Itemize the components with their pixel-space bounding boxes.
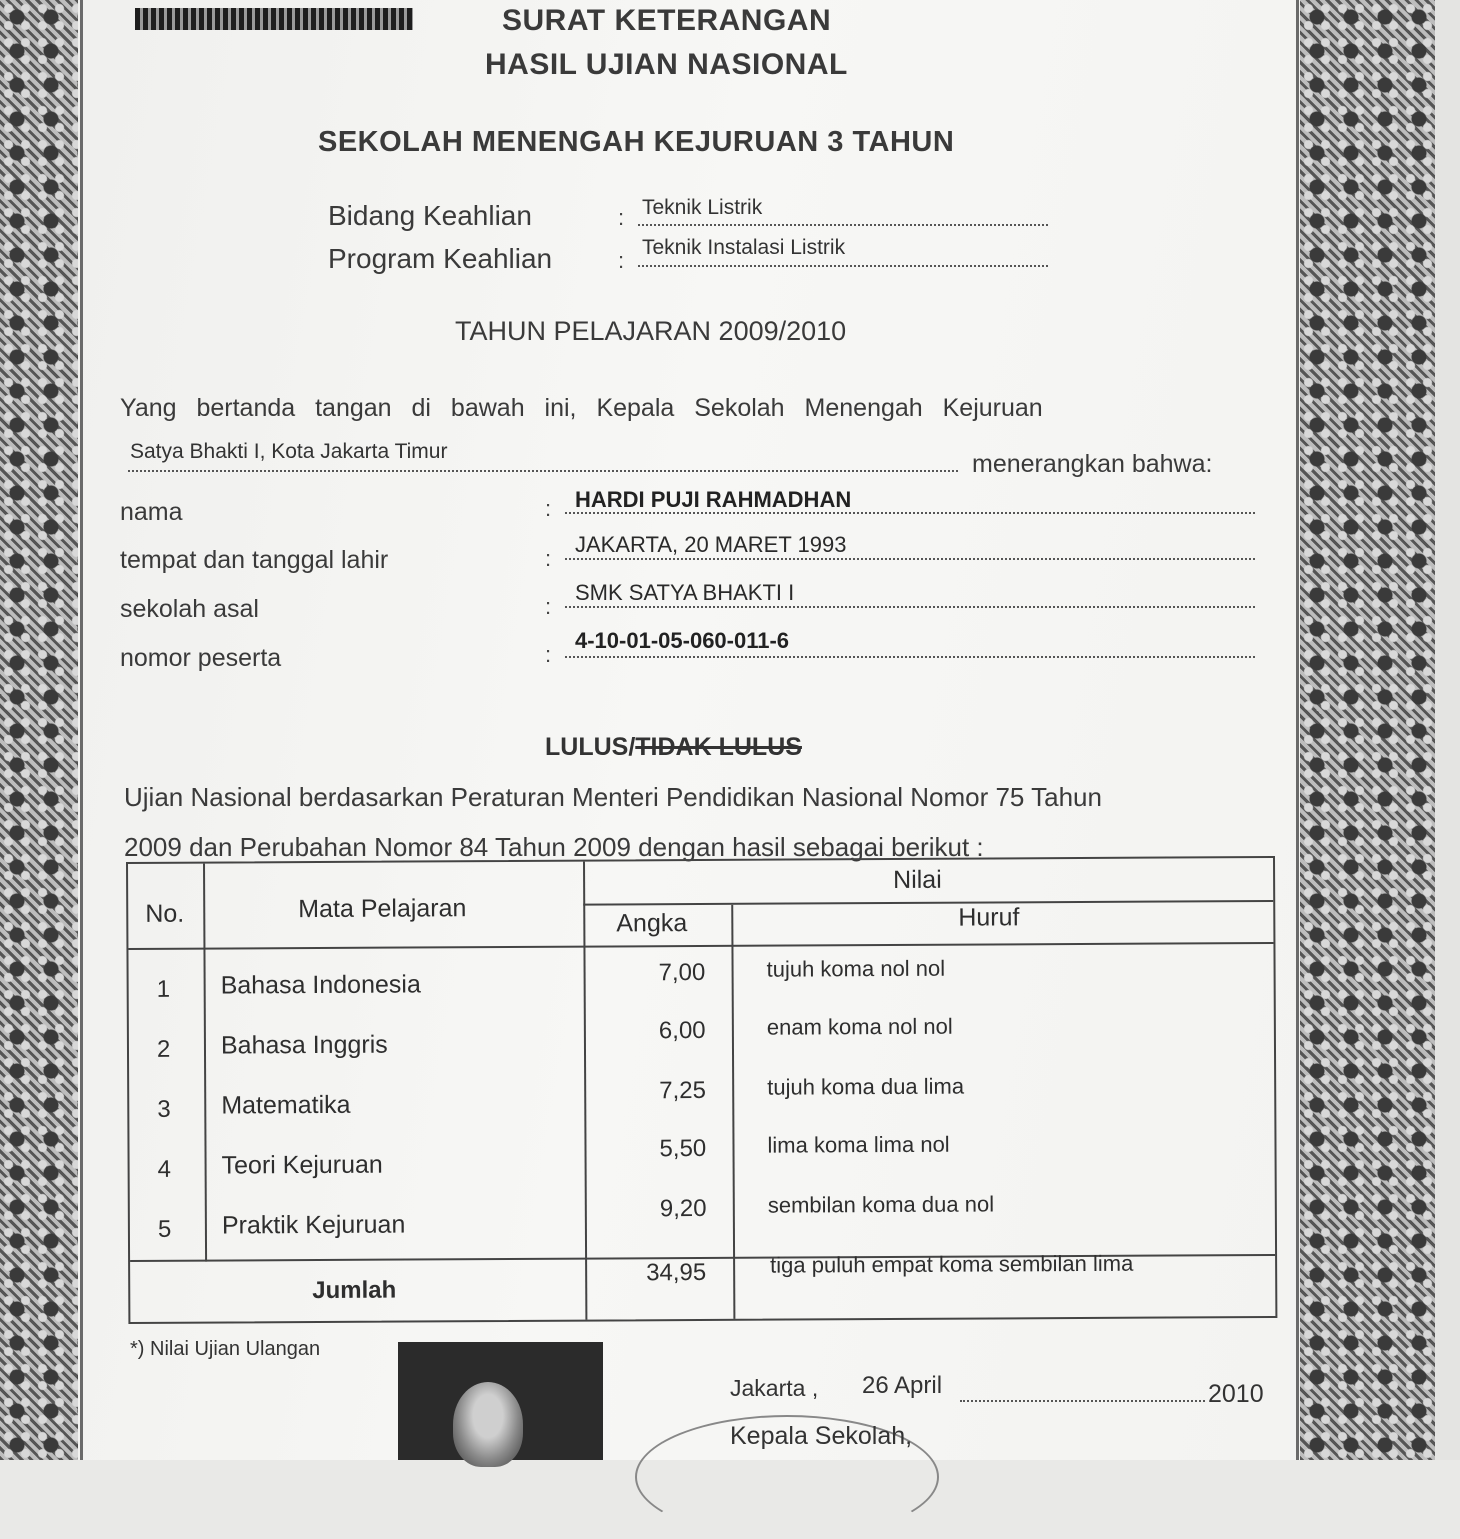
row3-no: 3: [157, 1095, 171, 1123]
intro-line1: Yang bertanda tangan di bawah ini, Kepala Sekolah Menengah Kejuruan: [120, 394, 1043, 422]
nomor-colon: :: [545, 642, 552, 667]
row2-huruf: enam koma nol nol: [766, 1013, 953, 1040]
row5-angka: 9,20: [659, 1194, 707, 1223]
row4-huruf: lima koma lima nol: [767, 1131, 950, 1158]
intro-school-fill: Satya Bhakti I, Kota Jakarta Timur: [130, 440, 448, 463]
academic-year: TAHUN PELAJARAN 2009/2010: [455, 316, 847, 346]
intro-dotted-line: [128, 470, 958, 472]
header-angka: Angka: [616, 909, 688, 938]
row2-no: 2: [156, 1035, 171, 1063]
school-type-heading: SEKOLAH MENENGAH KEJURUAN 3 TAHUN: [318, 126, 955, 158]
title-line2: HASIL UJIAN NASIONAL: [485, 48, 848, 81]
row5-mapel: Praktik Kejuruan: [221, 1210, 406, 1240]
col-divider-mapel: [583, 862, 587, 1320]
border-line-left: [80, 0, 83, 1460]
row1-mapel: Bahasa Indonesia: [220, 970, 421, 1000]
desc-line1: Ujian Nasional berdasarkan Peraturan Menteri Pendidikan Nasional Nomor 75 Tahun: [124, 782, 1102, 812]
header-huruf: Huruf: [958, 903, 1020, 932]
bidang-value: Teknik Listrik: [642, 196, 763, 219]
row5-no: 5: [157, 1215, 172, 1243]
border-line-right: [1296, 0, 1299, 1460]
header-mapel: Mata Pelajaran: [298, 894, 467, 924]
ttl-dotted-line: [565, 558, 1255, 560]
sekolah-colon: :: [545, 594, 552, 619]
ttl-colon: :: [545, 546, 552, 571]
col-divider-no: [203, 864, 207, 1262]
ornamental-border-left: [0, 0, 78, 1460]
row4-no: 4: [157, 1155, 172, 1183]
nama-label: nama: [120, 498, 183, 526]
desc-line2: 2009 dan Perubahan Nomor 84 Tahun 2009 dengan hasil sebagai berikut :: [124, 832, 984, 862]
jumlah-label: Jumlah: [312, 1276, 397, 1305]
nomor-value: 4-10-01-05-060-011-6: [575, 628, 790, 653]
jumlah-huruf: tiga puluh empat koma sembilan lima: [770, 1250, 1134, 1278]
header-no: No.: [145, 899, 185, 928]
row1-angka: 7,00: [658, 958, 706, 987]
signature-year: 2010: [1208, 1380, 1264, 1408]
header-nilai: Nilai: [893, 865, 942, 894]
header-bottom-line: [128, 942, 1273, 950]
program-colon: :: [618, 248, 625, 273]
row5-huruf: sembilan koma dua nol: [767, 1191, 995, 1218]
signature-city: Jakarta ,: [730, 1375, 819, 1401]
program-value: Teknik Instalasi Listrik: [642, 236, 846, 259]
serial-barcode: [135, 8, 413, 30]
signature-date-dots: [960, 1400, 1205, 1402]
sekolah-label: sekolah asal: [120, 595, 259, 623]
bidang-dotted-line: [638, 224, 1048, 226]
program-dotted-line: [638, 265, 1048, 267]
jumlah-angka: 34,95: [646, 1258, 707, 1287]
bidang-colon: :: [618, 205, 625, 230]
nama-colon: :: [545, 496, 552, 521]
row2-angka: 6,00: [658, 1016, 706, 1045]
sekolah-value: SMK SATYA BHAKTI I: [575, 580, 795, 605]
nilai-subheader-line: [583, 900, 1273, 906]
row2-mapel: Bahasa Inggris: [220, 1030, 388, 1060]
ornamental-border-right: [1300, 0, 1435, 1460]
nama-value: HARDI PUJI RAHMADHAN: [575, 487, 852, 512]
signature-role: Kepala Sekolah,: [730, 1422, 913, 1450]
row4-mapel: Teori Kejuruan: [221, 1150, 383, 1180]
signature-date: 26 April: [862, 1372, 943, 1399]
row1-huruf: tujuh koma nol nol: [766, 955, 946, 982]
intro-line2-end: menerangkan bahwa:: [972, 450, 1213, 478]
title-line1: SURAT KETERANGAN: [502, 4, 832, 37]
photo-face: [453, 1382, 523, 1467]
row3-mapel: Matematika: [221, 1090, 351, 1120]
bidang-label: Bidang Keahlian: [328, 200, 532, 231]
nama-dotted-line: [565, 512, 1255, 514]
sekolah-dotted-line: [565, 606, 1255, 608]
row3-angka: 7,25: [659, 1076, 706, 1105]
row3-huruf: tujuh koma dua lima: [767, 1073, 965, 1100]
nomor-dotted-line: [565, 656, 1255, 658]
footnote: *) Nilai Ujian Ulangan: [130, 1338, 321, 1360]
ttl-label: tempat dan tanggal lahir: [120, 546, 389, 574]
ttl-value: JAKARTA, 20 MARET 1993: [575, 532, 847, 557]
lulus-text: LULUS/: [545, 733, 636, 761]
tidak-lulus-text: TIDAK LULUS: [635, 733, 802, 761]
result-status: [545, 733, 802, 762]
row1-no: 1: [156, 975, 171, 1003]
nomor-label: nomor peserta: [120, 644, 282, 672]
program-label: Program Keahlian: [328, 243, 553, 274]
results-table: [126, 856, 1277, 1324]
row4-angka: 5,50: [659, 1134, 707, 1163]
student-photo: [398, 1342, 603, 1460]
